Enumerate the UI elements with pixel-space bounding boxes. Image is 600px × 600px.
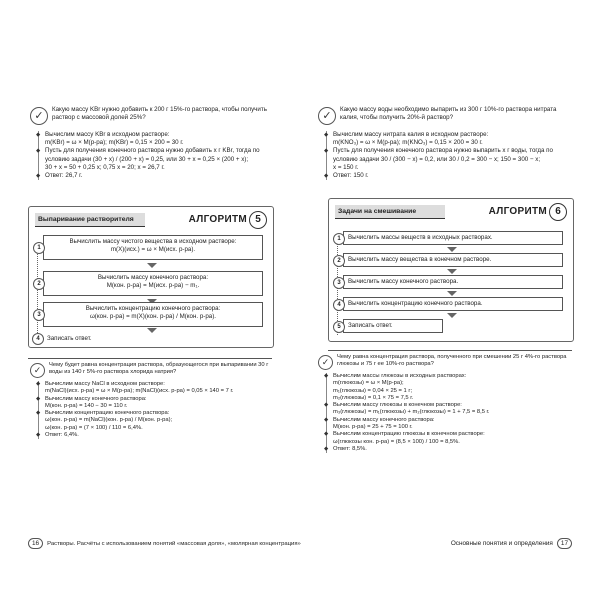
page-number: 16 (28, 538, 43, 549)
down-triangle-arrow-icon (447, 269, 457, 274)
down-triangle-arrow-icon (447, 313, 457, 318)
solution-formula: M(кон. р-ра) = 140 − 30 = 110 г. (45, 402, 128, 409)
answer-text: Ответ: 6,4%. (45, 432, 79, 439)
step-number: 1 (333, 233, 345, 245)
page-number: 17 (557, 538, 572, 549)
solution-step-text: Вычислим массу глюкозы в конечном растворе: (333, 402, 462, 409)
step-number: 4 (333, 299, 345, 311)
step-formula: m(X)(исх.) = ω × M(исх. р-ра). (110, 246, 196, 253)
diamond-bullet-icon: ◆ (324, 148, 329, 155)
solution-step (324, 416, 572, 424)
solution-formula: ω(кон. р-ра) = (7 × 100) / 110 = 6,4%. (45, 424, 143, 431)
question-text: Чему будет равна концентрация раствора, образующегося при выпаривании 30 г воды из 140 г 5%-го раствора хлорида натрия? (49, 362, 269, 376)
left-problem-1 (30, 106, 270, 180)
divider (328, 350, 572, 351)
solution-step-text: Вычислим массу конечного раствора: (333, 416, 435, 423)
algorithm-title: Задачи на смешивание (335, 205, 445, 219)
divider (28, 358, 272, 359)
step-text: Вычислить массу конечного раствора. (348, 278, 459, 285)
question-text: Какую массу воды необходимо выпарить из 300 г 10%-го раствора нитрата калия, чтобы получить 20%-й раствор? (340, 106, 557, 122)
down-triangle-arrow-icon (447, 291, 457, 296)
algorithm-step (337, 231, 563, 245)
diamond-bullet-icon: ◆ (324, 173, 329, 180)
left-problem-2 (30, 362, 270, 439)
step-number: 1 (33, 242, 45, 254)
algorithm-label: АЛГОРИТМ (488, 206, 547, 217)
step-text: Записать ответ. (47, 335, 92, 342)
algorithm-box-6 (328, 198, 574, 342)
solution-step-text: Вычислим массу конечного раствора: (45, 395, 147, 402)
step-text: Вычислить массу чистого вещества в исходном растворе: (69, 238, 237, 245)
down-triangle-arrow-icon (447, 247, 457, 252)
flow-line (37, 247, 38, 339)
step-text: Вычислить массу вещества в конечном растворе. (348, 256, 492, 263)
step-text: Записать ответ. (348, 322, 393, 329)
running-title: Основные понятия и определения (450, 540, 553, 547)
check-mark-icon: ✓ (318, 107, 336, 125)
step-number: 3 (333, 277, 345, 289)
check-mark-icon: ✓ (318, 355, 333, 370)
solution-step-text: Пусть для получения конечного раствора нужно добавить x г KBr, тогда по условию задачи (30 + x) / (200 + x) = 0,25, или 30 + x = 0,25 × (200 + x); (45, 147, 260, 163)
diamond-bullet-icon: ◆ (36, 173, 41, 180)
solution-step (36, 381, 270, 388)
algorithm-label: АЛГОРИТМ (188, 214, 247, 225)
diamond-bullet-icon: ◆ (36, 148, 41, 155)
solution-formula: m(NaCl)(исх. р-ра) = ω × M(р-ра); m(NaCl)(исх. р-ра) = 0,05 × 140 = 7 г. (45, 388, 234, 395)
solution-formula: m₁(глюкозы) = 0,04 × 25 = 1 г; (333, 387, 413, 394)
step-formula: M(кон. р-ра) = M(исх. р-ра) − m₁. (106, 282, 200, 289)
algorithm-step (37, 302, 263, 327)
solution (326, 131, 568, 180)
solution-formula: M(кон. р-ра) = 25 + 75 = 100 г. (333, 424, 413, 431)
solution-formula: m(KBr) = ω × M(р-ра); m(KBr) = 0,15 × 200 = 30 г. (45, 139, 184, 147)
check-mark-icon: ✓ (30, 107, 48, 125)
right-footer (300, 538, 572, 550)
algorithm-number: 6 (549, 203, 567, 221)
down-triangle-arrow-icon (147, 263, 157, 268)
solution (38, 381, 270, 439)
algorithm-header (35, 213, 267, 227)
algorithm-step (337, 275, 563, 289)
diamond-bullet-icon: ◆ (36, 381, 41, 387)
algorithm-number: 5 (249, 211, 267, 229)
solution-step (324, 431, 572, 438)
right-page (300, 0, 600, 600)
answer-row (36, 432, 270, 439)
solution-step (324, 373, 572, 380)
solution-step-text: Вычислим массу KBr в исходном растворе: (45, 131, 170, 138)
solution-formula: m₂(глюкозы) = 0,1 × 75 = 7,5 г. (333, 394, 414, 401)
diamond-bullet-icon: ◆ (324, 402, 329, 409)
algorithm-step (337, 319, 443, 333)
algorithm-box-5 (28, 206, 274, 348)
answer-text: Ответ: 26,7 г. (45, 172, 83, 180)
step-text: Вычислить концентрацию конечного раствора. (348, 300, 483, 307)
solution (326, 373, 572, 453)
solution-step-text: Вычислим концентрацию глюкозы в конечном растворе: (333, 431, 485, 438)
step-number: 5 (333, 321, 345, 333)
solution-step (36, 395, 270, 403)
diamond-bullet-icon: ◆ (36, 432, 41, 439)
solution (38, 131, 270, 180)
step-text: Вычислить концентрацию конечного раствора: (85, 305, 221, 312)
solution-formula: ω(кон. р-ра) = m(NaCl)(кон. р-ра) / M(кон. р-ра); (45, 417, 173, 424)
step-number: 2 (333, 255, 345, 267)
left-footer (28, 538, 300, 550)
algorithm-header (335, 205, 567, 219)
step-formula: ω(кон. р-ра) = m(X)(кон. р-ра) / M(кон. р-ра). (89, 313, 217, 320)
solution-step-text: Пусть для получения конечного раствора нужно выпарить x г воды, тогда по условию задачи 30 / (300 − x) = 0,2, или 30 / 0,2 = 300 − x; 150 = 300 − x; (333, 147, 553, 163)
solution-step-text: Вычислим массы глюкозы в исходных растворах: (333, 373, 467, 379)
right-problem-2 (318, 354, 572, 453)
question-text: Какую массу KBr нужно добавить к 200 г 15%-го раствора, чтобы получить раствор с массовой долей 25%? (52, 106, 267, 122)
algorithm-step (36, 333, 103, 345)
running-title: Растворы. Расчёты с использованием понятий «массовая доля», «молярная концентрация» (47, 541, 301, 547)
solution-formula: ω(глюкозы кон. р-ра) = (8,5 × 100) / 100 = 8,5%. (333, 438, 460, 445)
diamond-bullet-icon: ◆ (36, 395, 41, 402)
step-number: 2 (33, 278, 45, 290)
step-number: 3 (33, 309, 45, 321)
step-number: 4 (32, 333, 44, 345)
algorithm-title: Выпаривание растворителя (35, 213, 145, 227)
diamond-bullet-icon: ◆ (324, 431, 329, 438)
diamond-bullet-icon: ◆ (36, 132, 41, 138)
solution-formula: m(глюкозы) = ω × M(р-ра); (333, 380, 404, 387)
check-mark-icon: ✓ (30, 363, 45, 378)
answer-text: Ответ: 8,5%. (333, 445, 367, 452)
algorithm-step (37, 271, 263, 296)
algorithm-step (337, 253, 563, 267)
solution-step-text: Вычислим концентрацию конечного раствора: (45, 410, 170, 417)
step-text: Вычислить массу конечного раствора: (97, 274, 209, 281)
answer-row (324, 445, 572, 453)
algorithm-step (37, 235, 263, 260)
algorithm-step (337, 297, 563, 311)
answer-text: Ответ: 150 г. (333, 172, 369, 180)
solution-formula: m(KNO₃) = ω × M(р-ра); m(KNO₃) = 0,15 × 200 = 30 г. (333, 139, 483, 147)
solution-formula: 30 + x = 50 + 0,25 x; 0,75 x = 20; x = 26,7 г. (45, 163, 165, 171)
diamond-bullet-icon: ◆ (36, 410, 41, 417)
question-text: Чему равна концентрация раствора, полученного при смешении 25 г 4%-го раствора глюкозы и 75 г ее 10%-го раствора? (337, 354, 567, 368)
diamond-bullet-icon: ◆ (324, 445, 329, 452)
diamond-bullet-icon: ◆ (324, 373, 329, 379)
down-triangle-arrow-icon (147, 328, 157, 333)
diamond-bullet-icon: ◆ (324, 416, 329, 423)
diamond-bullet-icon: ◆ (324, 132, 329, 138)
step-text: Вычислить массы веществ в исходных растворах. (348, 234, 493, 241)
solution-step (36, 410, 270, 417)
solution-step (324, 402, 572, 409)
right-problem-1 (318, 106, 568, 180)
solution-formula: m₃(глюкозы) = m₁(глюкозы) + m₂(глюкозы) = 1 + 7,5 = 8,5 г. (333, 409, 490, 416)
solution-formula: x = 150 г. (333, 163, 359, 171)
solution-step-text: Вычислим массу нитрата калия в исходном растворе: (333, 131, 489, 138)
solution-step-text: Вычислим массу NaCl в исходном растворе: (45, 381, 165, 387)
